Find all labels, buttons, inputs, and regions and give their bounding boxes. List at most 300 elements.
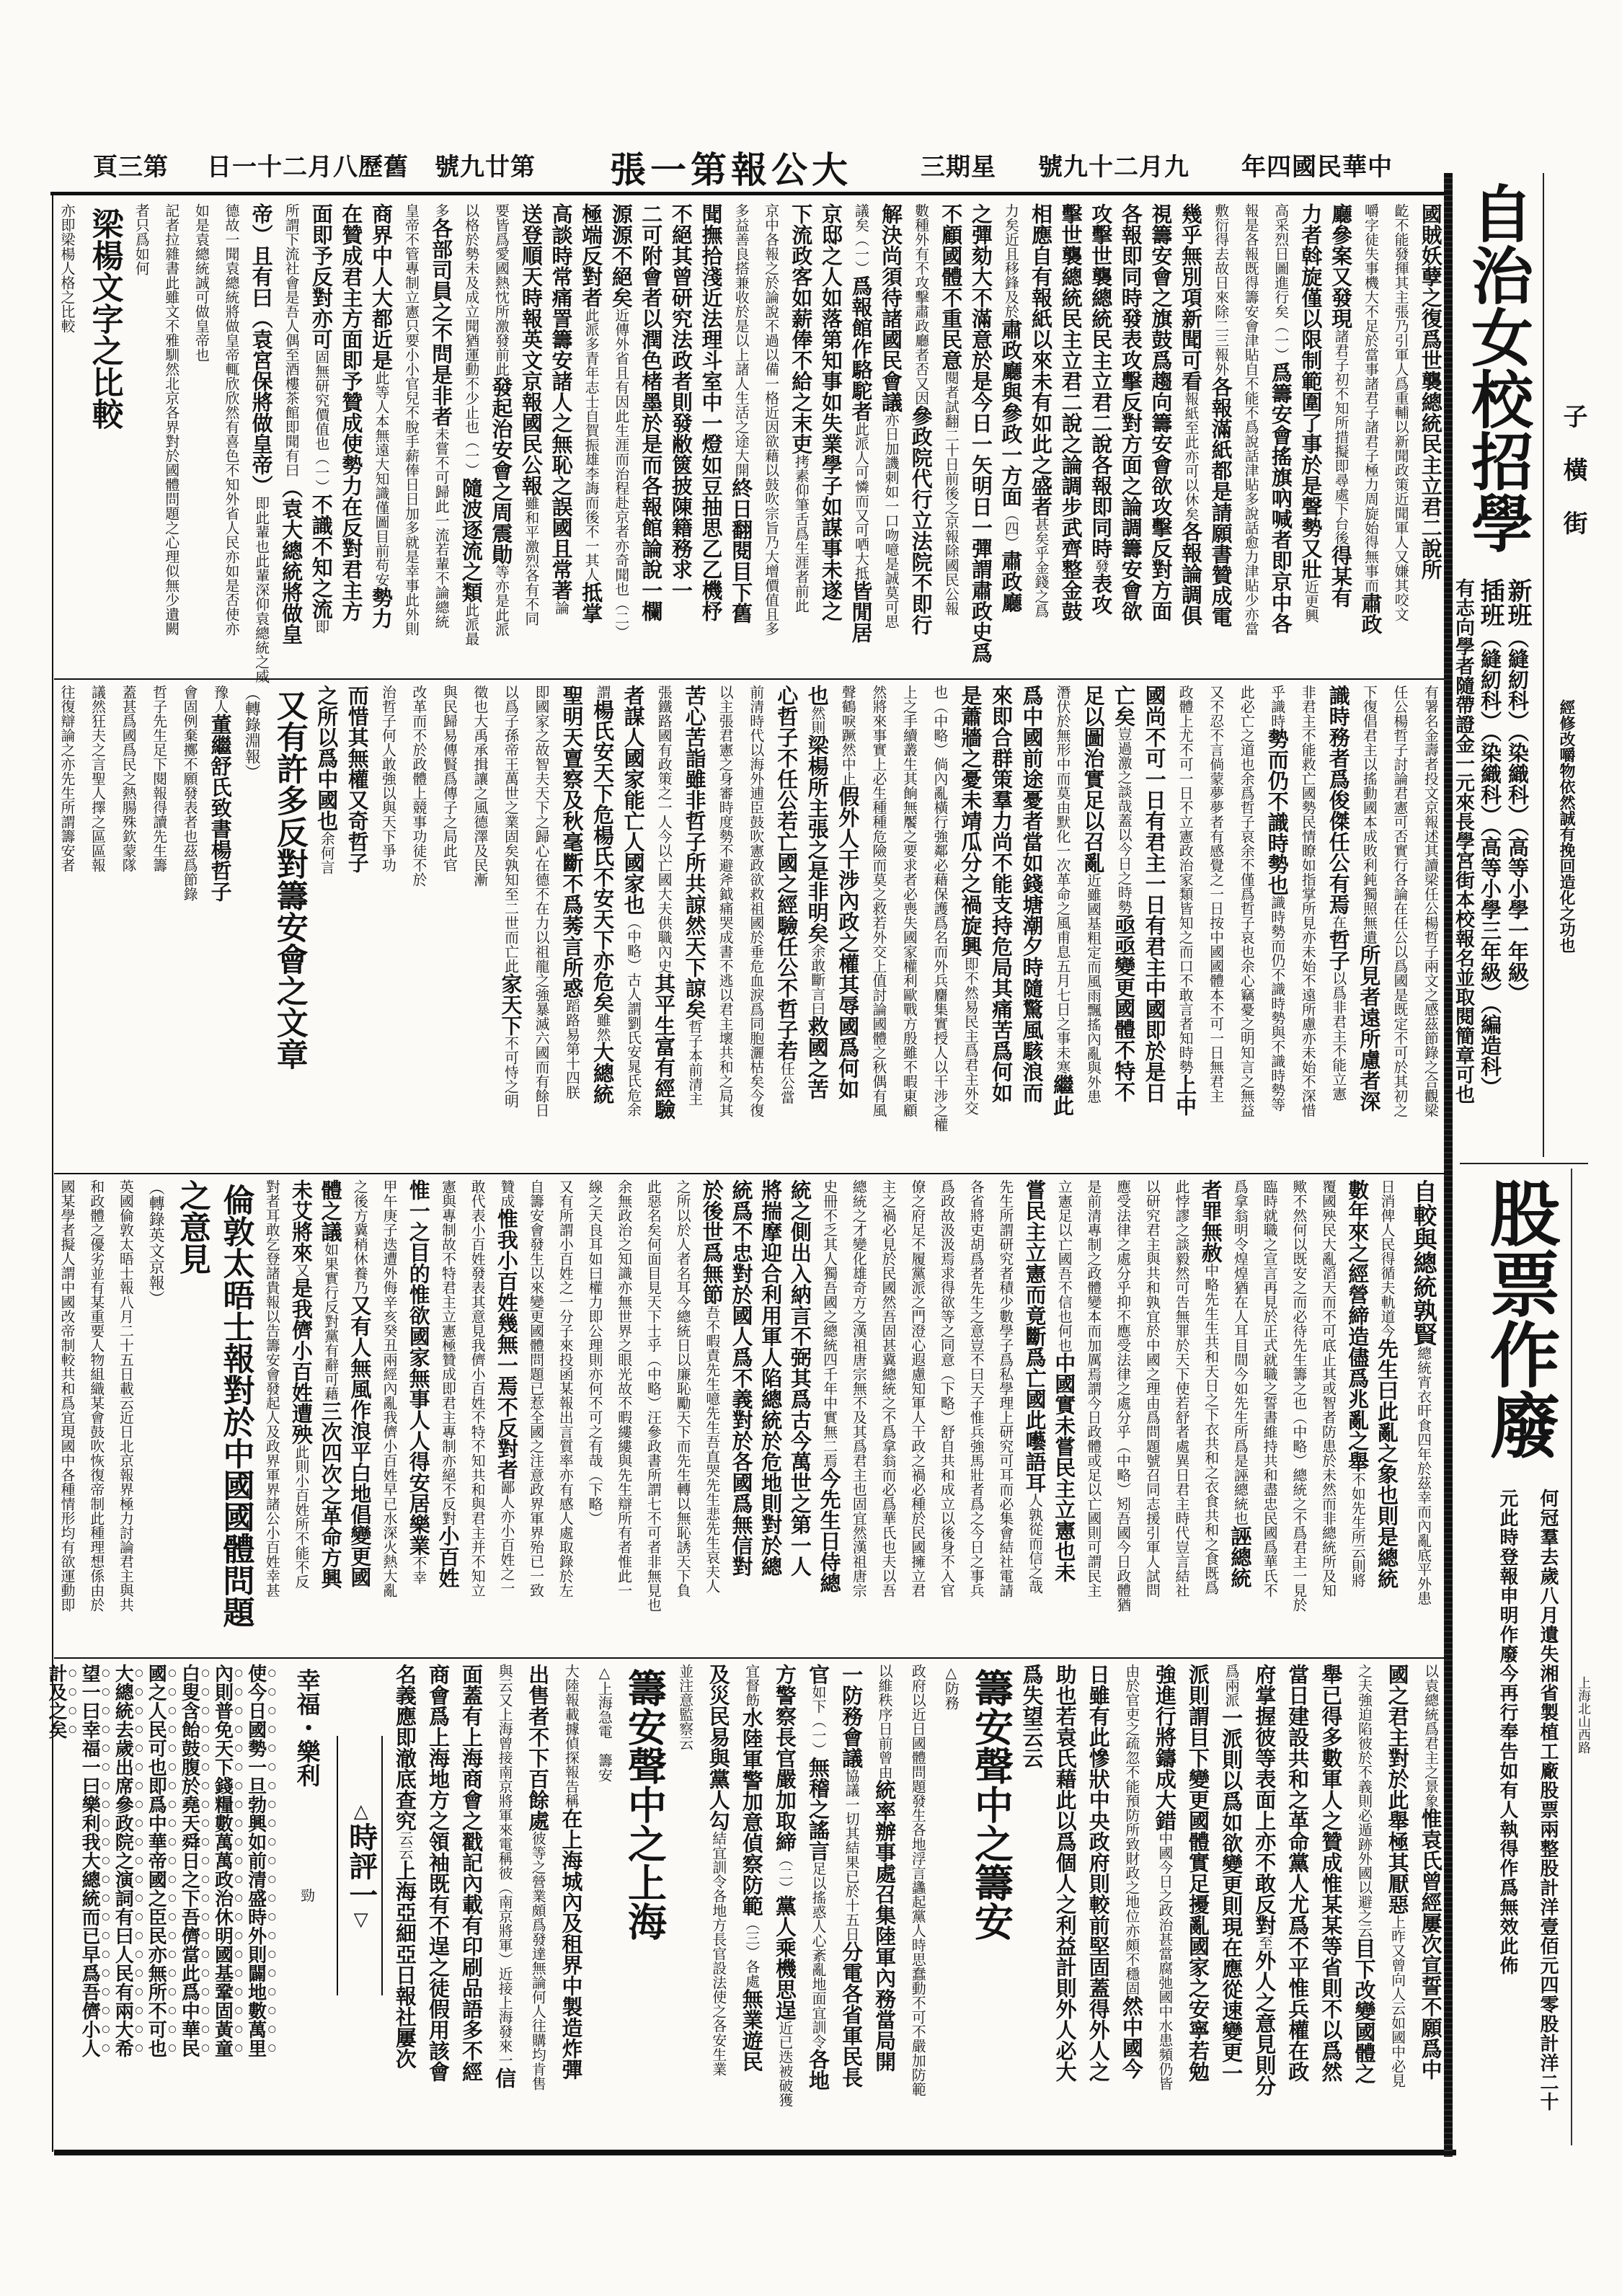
body-text-small: 所謂下流社會是吾人偶至酒樓茶館即聞有曰 [283,203,301,477]
body-text-small: 云云 [396,1831,414,1860]
text-column [1229,1179,1251,1652]
triangle-icon: △ [350,1801,372,1822]
body-text-small: 任公當 [778,1061,796,1104]
body-text-small: 政體上尤不可一日不立憲政治家類皆知之而口不敢言者知時勢 [1176,685,1195,1074]
body-text-large: 出售者不下百餘處 [526,1664,551,1831]
headline-text: 自較與總統孰賢 [1409,1179,1438,1346]
body-text-small: 往復辯論之亦先生所謂籌安者 [58,685,76,872]
body-text-small: 覆國殃民大亂滔天而不可底止其或智者防患於未然而非總統所及知 [1319,1179,1337,1597]
body-text-small: 多益善良搭兼收於是以上諸人生活之途大開 [732,203,750,477]
body-text-large: 聞撫拾淺近法理斗室中一燈如豆抽思乙乙機杼 [699,203,724,621]
body-text-large: 高談時常痛詈籌安諸人之無恥之誤國且常著 [549,203,574,600]
text-column [988,685,1014,1168]
text-column [56,203,78,673]
body-text-small: 爲拿翁明令煌煌猶在人耳目間今如先生所爲是誣總統也 [1231,1179,1249,1525]
body-text-large: 國之君主對於此舉極其厭惡 [1385,1664,1410,1915]
body-text-small: 余敢斷言曰 [808,944,826,1016]
body-text-large: 惟袁氏曾經屢次宣誓不願爲中 [1418,1808,1443,2080]
text-column [714,685,736,1168]
text-column [819,1179,841,1652]
text-column [261,1179,283,1652]
body-text-small: 聲鶴唳蹶然中止 [839,685,857,786]
school-ad-transfer-class [1476,578,1504,1098]
body-text-large: 終日翻閱目下舊 [729,477,754,624]
body-text-large: 假外人干涉內政之權其辱國爲何如 [836,786,861,1099]
text-column [1390,203,1412,673]
body-text-small: 敢代表小百姓發表其意見我儕小百姓不特不知共和與君主并不知立 [469,1179,487,1597]
text-column [837,685,859,1168]
left-border [52,195,53,2152]
body-text-small: 余何言 [318,831,336,874]
body-text-small: 雖和平激烈各有不同 [522,496,540,626]
body-text-large: 爲中國前途憂者當如錢塘潮夕時隨驚風駭浪而 [1019,685,1045,1103]
headline-text: 之意見 [173,1179,210,1275]
body-text-large: 目下改變國體之 [1352,1938,1377,2084]
body-text-large: 誣總統 [1228,1525,1253,1588]
body-text-large: 各報即同時 [1089,454,1114,559]
text-column [789,1179,811,1652]
body-text-small: 臨時就職之宣言再見於正式就職之誓書維持共和盡忠民國爲華氏不 [1261,1179,1279,1597]
body-text-large: 不識不知之流 [309,494,334,619]
body-text-large: 幾乎無別項新聞可看 [1178,203,1203,391]
headline [289,1664,325,2145]
body-text-small: 上之手續叢生其餉無饜之要求者必喪失國家權利歐戰方殷雖不暇東顧 [900,685,918,1117]
body-text-small: 總統之才變化雄奇方之漢祖唐宗無不及其爲君主也固宜然漢祖唐宗 [850,1179,868,1597]
body-text-small: 識時勢而仍不識時勢與不識時勢等 [1268,895,1286,1112]
transfer-class-label: 插班 [1476,578,1504,627]
body-text-large: 大總統 [590,1042,616,1104]
body-text-small: 足以搖惑人心紊亂地面宜訓令 [809,1861,827,2049]
text-column [1259,1179,1280,1652]
body-text-small: 即不然易民主爲君主外交 [962,957,980,1115]
body-text-small: 上昨又曾向人云如國中必見 [1388,1915,1406,2088]
headline-text: 籌安聲中之上海 [621,1668,668,1941]
text-column [314,685,340,1168]
body-text-large: 廳參案又發現 [1328,203,1353,329]
body-text-large: 不顧國體不重民意 [939,203,964,371]
headline-text: 倫敦太晤士報對於中國國體問題 [217,1184,254,1628]
text-column [790,203,812,673]
body-text-large: 各報即同時發表 [1118,203,1143,350]
row-divider [54,1173,1444,1174]
body-text-large: 發起治安會之周震勛 [489,376,514,564]
text-column [1024,1179,1046,1652]
body-text-small: 結宜訓令各地方長官設法使之各安生業 [709,1831,727,2076]
text-column [118,685,139,1168]
body-text-small: 歟不然何以既安之而必待先生籌之也（中略）總統之不爲君主一見於 [1290,1179,1308,1612]
text-column [1270,203,1292,673]
text-column [221,203,242,673]
text-column [408,685,430,1168]
text-column [848,1179,869,1652]
text-column [86,1179,107,1652]
article-row-1 [56,203,1443,683]
article-row-2 [56,685,1442,1168]
body-text-large: 楊氏安天下危楊氏不安天下亦危矣 [590,699,616,1013]
body-text-small: 此悖謬之談毅然可告無罪於天下使若舒者處異日君主時代豈言結社 [1173,1179,1191,1597]
text-column [130,203,152,673]
body-text-large: 先生曰此亂之象也則是總統 [1374,1338,1399,1589]
body-text-large: 哲子 [1326,929,1351,971]
text-column [776,685,797,1168]
text-column [1052,685,1073,1168]
body-text-small: 此必亡之道也余爲哲子哀余不僅爲哲子哀也余心竊憂之明知言之無益 [1238,685,1256,1117]
text-column [527,1664,549,2145]
body-text-small: 雖然 [594,1013,612,1042]
body-text-large: 又有人無風作浪平白地倡變更國 [347,1295,373,1587]
body-text-large: 繼此 [1050,1074,1075,1116]
body-text-small: 潛伏於無形中而莫由默化一次革命之風甫息五月七日之事未寒 [1054,685,1071,1074]
source-note [144,1179,166,1652]
text-column [672,1179,693,1652]
text-column [1060,203,1082,673]
body-text-large: 也 [805,685,830,706]
body-text-small: 豈過激之談哉蓋以今日之時勢 [1115,727,1133,914]
text-column [940,203,962,673]
body-text-large: 視籌安會之旗鼓爲趨向籌安會欲攻擊反對方面 [1148,203,1174,621]
headline [87,203,123,673]
text-column [929,685,951,1168]
text-column [466,1179,488,1652]
text-column [1083,1179,1104,1652]
body-text-large: 攻擊世襲總統民主立君二說 [1089,203,1114,454]
body-text-large: 二可附會者以潤色楮墨於是而各報館論說一欄 [639,203,664,621]
text-column [653,685,675,1168]
body-text-small: 議矣（一） [852,203,870,275]
text-column [1053,1179,1075,1652]
body-text-small: 和政體之優劣並有某重要人物組織某會鼓吹恢復帝制此種理想係由於 [87,1179,105,1612]
body-text-small: 甲午庚子迭遭外侮辛亥癸丑兩經內亂我儕小百姓早已水深火熱大亂 [381,1179,399,1597]
body-text-large: 外人之意見則分 [1252,1950,1277,2096]
text-column [1210,203,1232,673]
body-text-small: 近更興 [1302,580,1320,623]
body-text-small: 豫人 [211,685,229,714]
text-column [469,685,491,1168]
headline [621,1664,668,2145]
body-text-small: △防務 [942,1664,960,1710]
text-column [590,685,616,1168]
article-row-3 [56,1179,1442,1652]
text-column [936,1179,957,1652]
body-text-small: 敷衍得去故日來除二三報外 [1212,203,1230,376]
notice-border [1571,1169,1572,2145]
headline [1406,1179,1442,1652]
text-column [700,203,722,673]
body-text-large: 是蕭牆之憂未靖瓜分之禍旋興 [958,685,983,957]
text-column [458,203,484,673]
body-text-small: 之夫強迫陷彼於不義則必遁跡外國以避之云 [1355,1664,1373,1938]
body-text-small: 總統宵衣旰食四年於茲幸而內亂底平外患 [1414,1346,1432,1605]
text-column [244,1664,278,2145]
masthead-title: 大公報第一張 [610,149,852,191]
text-column [340,203,362,673]
body-text-large: 統爲不忠對於國人爲不義對於各國爲無信對 [729,1179,754,1577]
body-text-large: 董繼舒氏致書楊哲子 [208,714,233,902]
text-column [774,1664,796,2145]
body-text-small: 然將來事實上必生種種危險而莫之救若外交上值討論國體之秋偶有風 [869,685,887,1117]
body-text-small: 者只爲如何 [133,203,151,275]
body-text-large: 肅政廳與參政一方面 [998,319,1024,507]
masthead-lunar-date: 舊歷八月二十一日 [207,153,409,182]
body-text-large: 無稽之謠言 [805,1757,830,1861]
text-column [554,1179,576,1652]
body-text-large: 三次四次之革命方興 [318,1401,343,1589]
body-text-large: 各部司員之不問是非者 [429,218,454,427]
text-column [820,203,842,673]
text-column [377,685,399,1168]
text-column [584,1179,606,1652]
body-text-small: 亦即梁楊人格之比較 [58,203,76,333]
body-text-small: 議然狂夫之言聖人擇之區區報 [89,685,107,872]
text-column [249,203,274,683]
body-text-large: 源源不絕矣 [608,203,634,308]
text-column [1120,203,1142,673]
body-text-small: 力矣近且移鋒及於 [1002,203,1020,319]
body-text-small: （中略）古人謂劉氏安晁氏危余 [624,915,642,1117]
text-column [115,1179,136,1652]
text-column [1180,203,1202,673]
body-text-large: 舉已得多數軍人之贊成惟某某等省則不以爲然 [1319,1664,1344,2082]
text-column [995,1179,1016,1652]
body-text-small: 政府以近日國體問題發生各地浮言蠭起黨人時思蠢動不可不嚴加防範 [909,1664,927,2096]
body-text-small: 論 [552,600,570,615]
text-column [87,685,109,1168]
body-text-small: 乎識時 [1268,685,1286,728]
body-text-small: 由於官吏之疏忽不能預防所致財政之地位亦頗不穩固 [1122,1664,1140,1995]
body-text-small: 與云又上海曾接南京將軍來電稱彼（南京將軍）近接上海發來一 [496,1664,514,2067]
masthead-issue: 第廿九號 [435,153,536,182]
body-text-small: 改革而不於政體上競事功徒不於 [409,685,427,887]
body-text-large: 家天下 [498,973,523,1036]
source-text: （轉錄淵報） [242,685,261,780]
body-text-large: 是我儕小百姓遭殃 [288,1277,314,1445]
text-column [1121,1664,1143,2145]
body-text-small: 記者拉雜書此雖文不雅馴然北京各界對於國體問題之心理似無少遺闕 [162,203,180,636]
text-column [45,1664,78,2145]
body-text-large: 未艾將來 [288,1179,314,1263]
column-divider [1444,173,1453,2157]
body-text-small: 以爲子孫帝王萬世之業固矣孰知至二世而亡此 [502,685,520,973]
body-text-large: 名義應即澈底查究 [392,1664,417,1831]
body-text-small: 如果實行反對黨有辭可藉 [322,1242,340,1401]
commentary-text: 望一曰幸福一曰樂利我大總統而已早爲吾儕小人 [79,1664,101,2057]
body-text-small: 哲子先生足下閱報得讀先生籌 [150,685,168,872]
body-text-large: 力者斡旋僅以限制範圍了事於是聲勢又壯 [1298,203,1324,580]
text-column [613,1179,635,1652]
body-text-small: 不幸 [409,1556,427,1584]
body-text-large: 京邸之人如落第知事如失業學子如謀事未遂之 [818,203,843,621]
body-text-small: 勁 [298,1787,316,1902]
body-text-small: 在 [1329,915,1347,929]
body-text-small: 此派最 [462,603,480,646]
body-text-small: 諸君子初不知所措擬即尋處下台後 [1331,329,1350,545]
text-column [675,1664,696,2145]
body-text-small: 以維秩序日前曾由 [876,1664,894,1779]
body-text-large: 帝）且有曰（袁宮保將做皇帝） [249,203,274,496]
text-column [745,685,767,1168]
body-text-large: 體之議 [318,1179,343,1242]
text-column [496,1179,518,1652]
body-text-small: 之後方冀稍休養乃 [351,1179,369,1295]
text-column [178,1664,210,2145]
body-text-small: 如是袁總統誠可做皇帝也 [192,203,210,362]
text-column [1264,685,1290,1168]
body-text-small: 中國今日之政治甚當腐弛國中水患頻仍皆 [1156,1831,1174,2091]
body-text-small: （二） [776,1852,794,1895]
body-text-small: 下復倡君主以搖動國本成敗利鈍獨照無遺 [1360,685,1378,944]
body-text-small: 爲政故汲汲焉求得欲等之同意（下略）舒自共和成立以後身不入官 [938,1179,956,1597]
body-text-large: 解決尚須待諸國民會議 [879,203,904,412]
body-text-large: 然中國今 [1119,1995,1144,2079]
body-text-large: 今先生日侍總 [817,1468,842,1593]
bottom-rule [54,2150,1456,2155]
text-column [758,1179,784,1652]
body-text-small: 徵也大禹承揖讓之風德澤及民漸 [471,685,489,887]
body-text-large: 相應自有報紙以來未有如此之盛者 [1029,203,1053,517]
text-column [1240,203,1262,673]
body-text-large: 亡矣 [1112,685,1137,727]
body-text-small: 彼等之營業頗爲發達無論何人往購均肯售 [529,1831,547,2091]
body-text-small: 有署名金壽者投文京報述其讀梁任公楊哲子兩文之感茲節錄之合觀梁 [1422,685,1440,1117]
text-column [210,685,231,1168]
school-advertisement [1452,173,1544,1157]
body-text-large: 官 [805,1664,830,1685]
body-text-small: 此派多青年志士自賀振雄李誨而後不一其人 [582,308,601,582]
body-text-small: 此則小百姓所不能不反 [292,1445,310,1589]
source-text: （轉錄英文京報） [146,1179,165,1306]
text-column [1205,685,1227,1168]
body-text-large: 上海亞細亞日報社屢次 [392,1860,417,2069]
body-text-large: 勢力 [368,587,394,629]
new-class-subjects: （縫紉科）（染織科）（高等小學一年級） [1505,627,1530,1003]
body-text-large: 皆閒居 [848,580,874,643]
body-text-small: 鄙人亦小百姓之一 [497,1480,515,1595]
text-column [1090,203,1112,673]
text-column [179,685,200,1168]
masthead-weekday: 星期三 [921,153,996,182]
body-text-large: 救國之苦 [805,1016,830,1099]
commentary-text: 內則普免天下錢糧數萬萬政治休明國基鞏固黃童 [211,1664,234,2057]
body-text-large: 各報論調俱 [1178,521,1203,626]
headline-text: 梁楊文字之比較 [86,208,123,430]
text-column [1254,1664,1275,2145]
body-text-large: 派則謂目下變更國體實足擾亂國家之安寧若勉 [1186,1664,1210,2082]
body-text-large: 勢而仍不識時勢也 [1264,728,1290,895]
stock-notice-body-1: 何冠羣去歲八月遺失湘省製植工廠股票兩整股計洋壹佰元四零股計洋二十 [1537,1489,1559,2111]
text-column [965,1179,987,1652]
text-column [349,1179,371,1652]
text-column [56,685,78,1168]
body-text-small: 之所以於人者名耳今總統日以廉恥勵天下而先生轉以無恥誘天下負 [674,1179,692,1597]
text-column [960,685,981,1168]
body-text-large: 當局開 [872,2009,898,2072]
body-text-small: 即國家之故智夫天下之歸心在德不在力以祖龍之強暴滅六國而有餘日 [532,685,550,1117]
text-column [1141,1179,1163,1652]
body-text-large: 參政院代行立法院不即行 [908,405,934,635]
text-column [872,1664,898,2145]
text-column [1148,203,1174,673]
body-text-small: 日消俾人民得循夫軌道今 [1378,1179,1396,1338]
body-text-large: 苦心苦詣雖非哲子所共諒然天下諒矣 [682,685,707,1019]
body-text-small: 甚矣乎金錢之爲 [1032,517,1050,618]
text-column [1220,1664,1242,2145]
body-text-large: 足以圖治實足以召亂 [1081,685,1106,873]
text-column [1030,203,1052,673]
commentary-text: 大總統去歲出席參政院之演詞有曰人民有兩大希 [112,1664,134,2057]
text-column [1083,685,1104,1168]
top-rule [50,192,1449,195]
body-text-small: 先生所謂研究者積少數學子爲私學理上研究可耳而必集會結社電請 [996,1179,1014,1597]
text-column [730,203,752,673]
text-column [1285,1664,1311,2145]
new-class-label: 新班 [1503,578,1532,627]
body-text-large: 小百姓 [435,1525,461,1588]
text-column [430,203,452,673]
body-text-large: 肅政 [1358,593,1383,634]
body-text-large: 極端反對者 [579,203,604,308]
text-column [1358,685,1380,1168]
text-column [580,203,602,673]
text-column [1171,1179,1192,1652]
text-column [868,685,890,1168]
text-column [877,1179,899,1652]
text-column [1154,1664,1176,2145]
body-text-small: 報紙至此亦可以休矣 [1182,391,1200,521]
text-column [492,1664,518,2145]
text-column [394,1664,416,2145]
text-column [741,1664,763,2145]
body-text-small: 然則 [808,706,826,735]
body-text-large: 於後世爲無節 [699,1179,724,1305]
text-column [1420,1664,1442,2145]
body-text-small: （四） [1002,507,1020,550]
text-column [1174,685,1196,1168]
body-text-large: 國賊妖孽之 [1418,203,1443,308]
text-column [112,1664,144,2145]
body-text-small: 應受法律之處分乎抑不應受法律之處分乎（中略）矧吾國今日政體猶 [1114,1179,1132,1612]
body-text-large: 統率辦事處召集陸軍內務 [872,1779,898,2009]
body-text-small: 皇帝不管專制立憲只要小小官兒不脫手薪俸日日加多就是幸事此外則 [402,203,420,636]
body-text-small: 僚之府足不履黨派之門澄心遐慮知軍人干政之禍必種於民國擁立君 [908,1179,926,1597]
body-text-small: 閱者試翻二十日前後之京報除國民公報 [942,371,960,616]
text-column [288,1179,314,1652]
body-text-large: 強進行將鑄成大錯 [1152,1664,1177,1831]
body-text-large: 者罪無赦 [1198,1179,1223,1263]
article-row-4 [45,1664,1443,2145]
body-text-large: 分電各省軍民長 [839,1941,864,2088]
body-text-small: 即此輩也此輩深仰袁總統之威 [252,496,270,683]
body-text-small: 多 [433,203,451,218]
body-text-large: 信 [492,2067,518,2088]
text-column [1298,203,1324,673]
text-column [1019,685,1045,1168]
body-text-small: 宜督飭 [743,1664,761,1707]
text-column [1288,1179,1310,1652]
body-text-small: 自籌安會發生以來變更國體問題已惹全國之注意政界軍界殆已一致 [527,1179,545,1597]
text-column [1387,1664,1409,2145]
body-text-large: 而惜其無權又奇哲子 [345,685,370,873]
commentary-text: 使今日國勢一旦勃興如前清盛時外則闢地數萬里 [244,1664,267,2057]
body-text-small: 近傳外省且有因此生涯而治程赴京者亦奇聞也（二） [612,308,630,639]
body-text-small: 未嘗不可歸此一流若輩不論總統 [433,427,451,629]
strip-address: 子橫街 [1559,404,1587,564]
body-text-large: 將揣摩迎合利用軍人陷總統於危地則對於總 [758,1179,784,1577]
text-column [490,203,512,673]
body-text-large: 水陸軍警加意偵察防範 [739,1707,764,1916]
text-column [701,1179,723,1652]
masthead-year: 中華民國四年 [1241,153,1393,182]
text-column [907,1664,929,2145]
